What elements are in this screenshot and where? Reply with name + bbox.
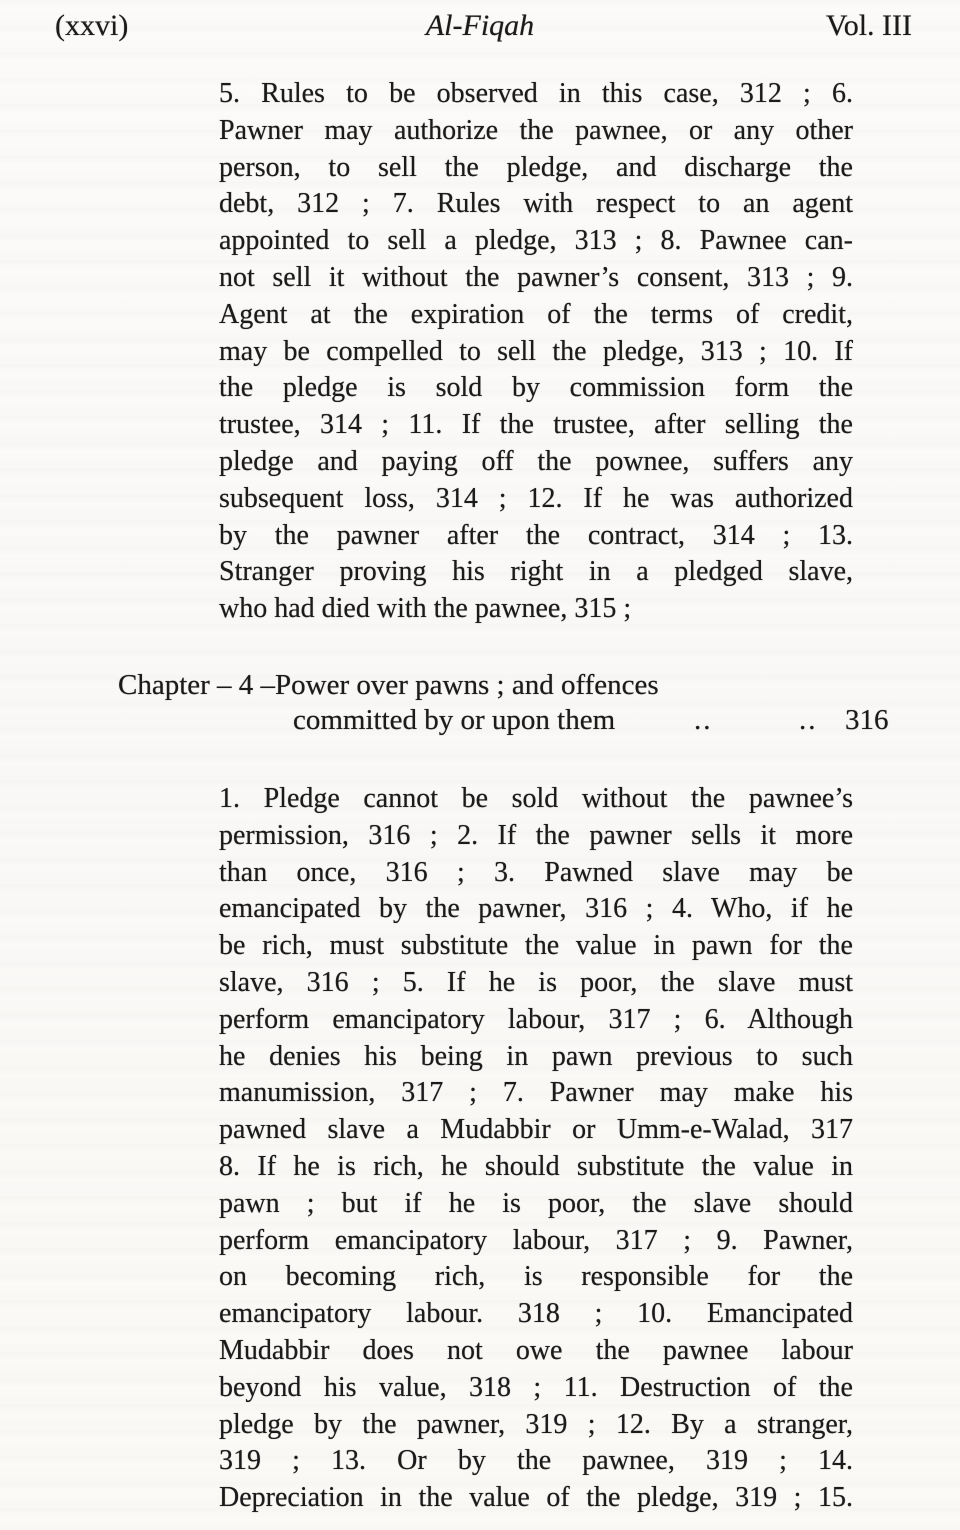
text-line: pawn ; but if he is poor, the slave should [219,1187,853,1219]
text-line: may be compelled to sell the pledge, 313 ; 10. If [219,335,853,367]
book-title: Al-Fiqah [425,9,535,42]
text-line: person, to sell the pledge, and discharge the [219,151,853,183]
text-line: 319 ; 13. Or by the pawnee, 319 ; 14. [219,1445,853,1477]
text-line: manumission, 317 ; 7. Pawner may make his [219,1077,853,1109]
text-line: on becoming rich, is responsible for the [219,1261,853,1293]
text-line: not sell it without the pawner’s consent, 313 ; 9. [219,261,853,293]
leader-dots: .. [799,704,818,736]
text-line: perform emancipatory labour, 317 ; 9. Pawner, [219,1224,853,1256]
text-line: Mudabbir does not owe the pawnee labour [219,1334,853,1366]
text-line: who had died with the pawnee, 315 ; [219,593,632,625]
toc-entries-paragraph-chapter4 [219,781,853,1517]
text-line: appointed to sell a pledge, 313 ; 8. Pawnee can- [219,225,853,257]
text-line: Agent at the expiration of the terms of credit, [219,298,853,330]
chapter-heading [0,668,960,748]
text-line: 8. If he is rich, he should substitute the value in [219,1150,853,1182]
text-line: emancipatory labour. 318 ; 10. Emancipated [219,1298,853,1330]
chapter-heading-title: Chapter – 4 –Power over pawns ; and offences [118,669,659,701]
text-line: Depreciation in the value of the pledge, 319 ; 15. [219,1482,853,1514]
toc-entries-paragraph-chapter3 [219,76,853,628]
page-number: (xxvi) [55,9,129,42]
text-line: by the pawner after the contract, 314 ; 13. [219,519,853,551]
text-line: be rich, must substitute the value in pawn for the [219,930,853,962]
text-line: pawned slave a Mudabbir or Umm-e-Walad, 317 [219,1114,853,1146]
text-line: perform emancipatory labour, 317 ; 6. Although [219,1003,853,1035]
text-line: he denies his being in pawn previous to such [219,1040,853,1072]
chapter-page-ref: 316 [845,704,889,736]
text-line: 1. Pledge cannot be sold without the pawnee’s [219,783,853,814]
text-line: permission, 316 ; 2. If the pawner sells it more [219,819,853,851]
volume-label: Vol. III [825,9,912,42]
text-line: the pledge is sold by commission form the [219,372,853,404]
text-line: beyond his value, 318 ; 11. Destruction of the [219,1371,853,1403]
text-line: emancipated by the pawner, 316 ; 4. Who, if he [219,893,853,925]
text-line: slave, 316 ; 5. If he is poor, the slave must [219,966,853,998]
text-line: than once, 316 ; 3. Pawned slave may be [219,856,853,888]
text-line: trustee, 314 ; 11. If the trustee, after selling the [219,409,853,441]
text-line: Pawner may authorize the pawnee, or any other [219,114,853,146]
text-line: pledge and paying off the pownee, suffers any [219,445,853,477]
text-line: subsequent loss, 314 ; 12. If he was authorized [219,482,853,514]
text-line: pledge by the pawner, 319 ; 12. By a stranger, [219,1408,853,1440]
text-line: 5. Rules to be observed in this case, 312 ; 6. [219,78,853,109]
chapter-heading-continuation: committed by or upon them [293,704,616,736]
text-line: Stranger proving his right in a pledged slave, [219,556,853,588]
leader-dots: .. [694,704,713,736]
text-line: debt, 312 ; 7. Rules with respect to an agent [219,188,853,220]
